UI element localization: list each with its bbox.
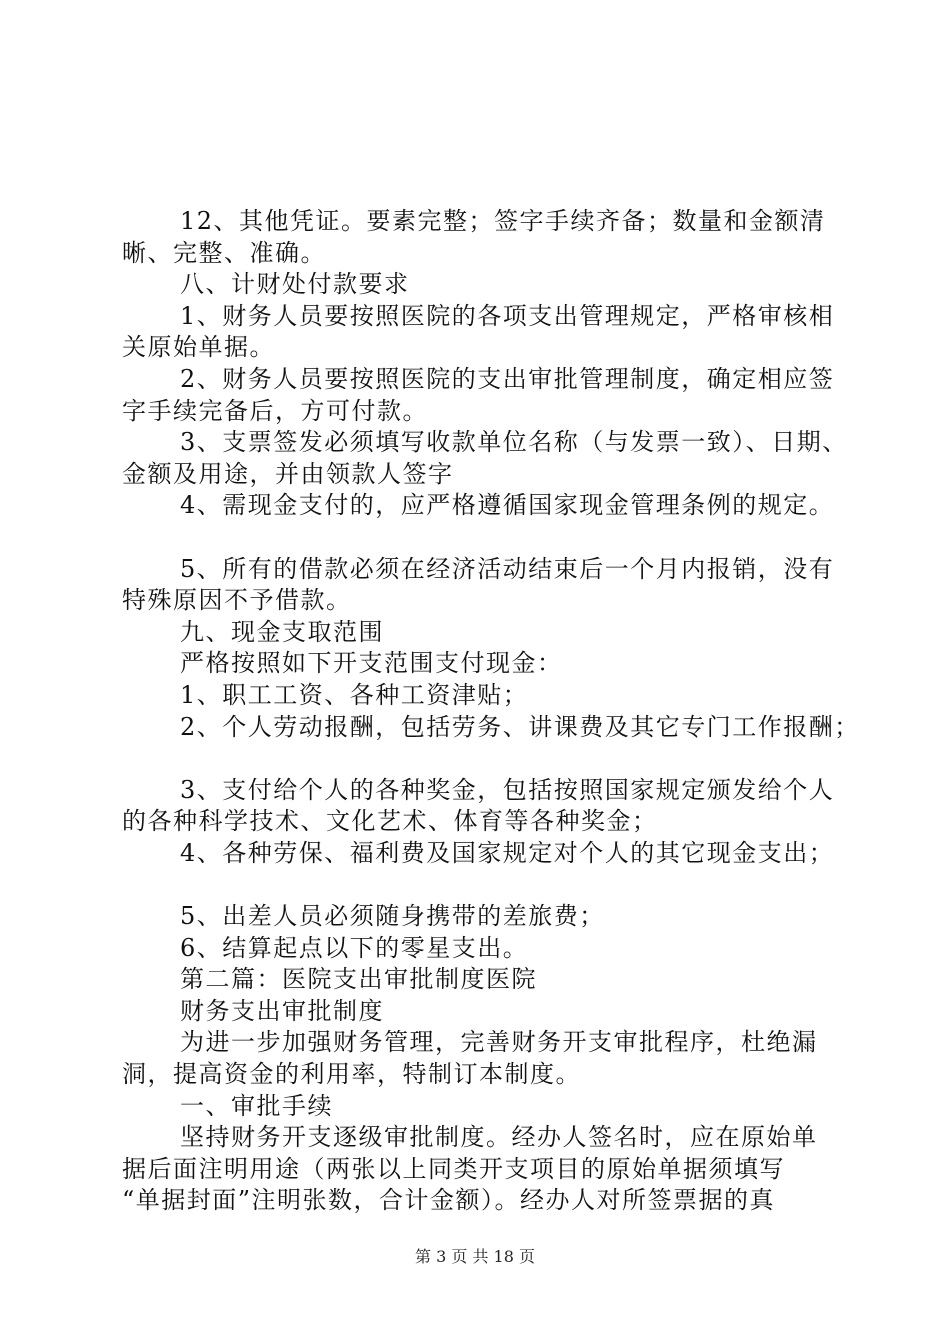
paragraph-line: 2、财务人员要按照医院的支出审批管理制度，确定相应签 (180, 364, 835, 393)
section-heading: 一、审批手续 (180, 1091, 333, 1120)
paragraph-line: 坚持财务开支逐级审批制度。经办人签名时，应在原始单 (180, 1123, 818, 1152)
paragraph-line: 为进一步加强财务管理，完善财务开支审批程序，杜绝漏 (180, 1028, 818, 1057)
document-body (122, 206, 860, 1217)
paragraph-line: 特殊原因不予借款。 (122, 586, 352, 615)
blank-line (122, 869, 842, 901)
paragraph-line: 洞，提高资金的利用率，特制订本制度。 (122, 1060, 581, 1089)
paragraph-line: 据后面注明用途（两张以上同类开支项目的原始单据须填写 (122, 1154, 785, 1183)
blank-line (122, 743, 842, 775)
paragraph-line: 金额及用途，并由领款人签字 (122, 459, 454, 488)
paragraph-line: 关原始单据。 (122, 333, 275, 362)
paragraph-line: 5、出差人员必须随身携带的差旅费； (180, 902, 605, 931)
paragraph-line: 严格按照如下开支范围支付现金： (180, 649, 563, 678)
paragraph-line: “单据封面”注明张数，合计金额）。经办人对所签票据的真 (122, 1186, 776, 1215)
section-heading: 八、计财处付款要求 (180, 270, 410, 299)
paragraph-line: 1、财务人员要按照医院的各项支出管理规定，严格审核相 (180, 301, 835, 330)
paragraph-line: 1、职工工资、各种工资津贴； (180, 680, 529, 709)
page-number-footer: 第 3 页 共 18 页 (415, 1247, 535, 1266)
blank-line (122, 522, 842, 554)
paragraph-line: 3、支付给个人的各种奖金，包括按照国家规定颁发给个人 (180, 775, 835, 804)
paragraph-line: 5、所有的借款必须在经济活动结束后一个月内报销，没有 (180, 554, 835, 583)
paragraph-line: 12、其他凭证。要素完整；签字手续齐备；数量和金额清 (180, 207, 826, 235)
paragraph-line: 晰、完整、准确。 (122, 238, 326, 267)
paragraph-line: 字手续完备后，方可付款。 (122, 396, 428, 425)
paragraph-line: 3、支票签发必须填写收款单位名称（与发票一致）、日期、 (180, 428, 848, 457)
section-heading: 九、现金支取范围 (180, 617, 384, 646)
chapter-heading: 第二篇：医院支出审批制度医院 (180, 965, 537, 994)
paragraph-line: 2、个人劳动报酬，包括劳务、讲课费及其它专门工作报酬； (180, 712, 860, 741)
paragraph-line: 4、各种劳保、福利费及国家规定对个人的其它现金支出； (180, 838, 835, 867)
chapter-subheading: 财务支出审批制度 (180, 996, 384, 1025)
paragraph-line: 的各种科学技术、文化艺术、体育等各种奖金； (122, 807, 658, 836)
paragraph-line: 4、需现金支付的，应严格遵循国家现金管理条例的规定。 (180, 491, 835, 520)
paragraph-line: 6、结算起点以下的零星支出。 (180, 933, 529, 962)
